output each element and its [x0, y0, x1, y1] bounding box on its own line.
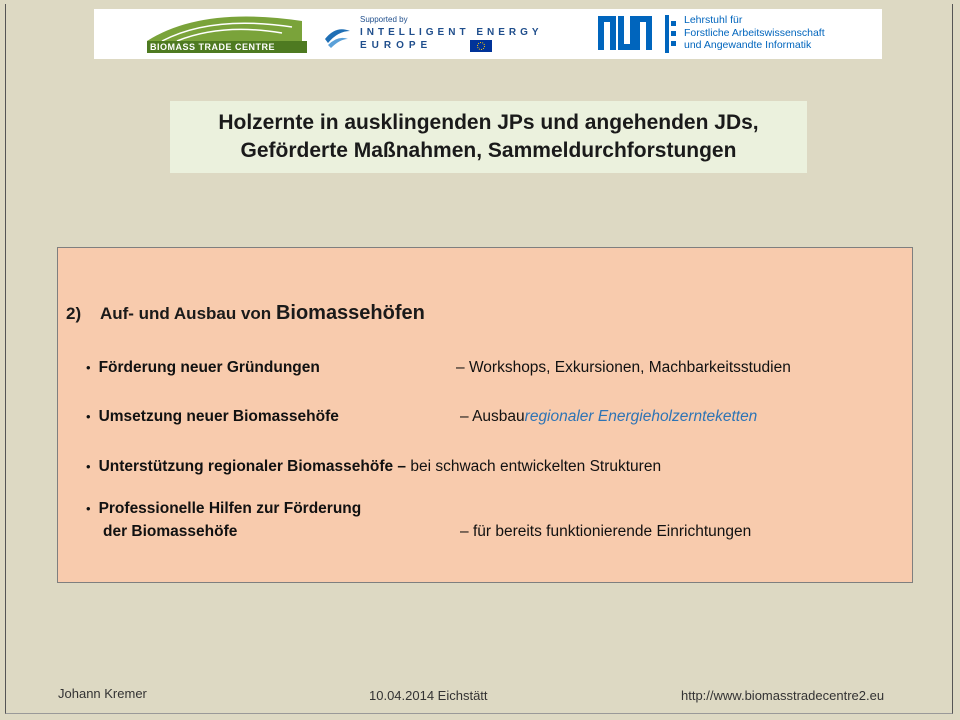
item-description: [456, 359, 791, 377]
chair-line1: Lehrstuhl für: [684, 14, 743, 26]
list-item: [86, 458, 661, 476]
slide-title: [170, 101, 807, 173]
iee-supported-text: Supported by: [360, 15, 408, 24]
item-desc: Workshops, Exkursionen, Machbarkeitsstudien: [468, 359, 791, 376]
bullet: •: [86, 459, 91, 474]
section-number: 2): [66, 304, 82, 323]
item-description: [460, 523, 751, 541]
tum-logo-graphic: [596, 14, 654, 52]
list-item-continued: [103, 523, 237, 541]
chair-line2: Forstliche Arbeitswissenschaft: [684, 26, 825, 39]
item-desc: für bereits funktionierende Einrichtungen: [472, 523, 752, 540]
item-label-line2: der Biomassehöfe: [103, 523, 238, 540]
list-item: [86, 408, 339, 426]
section-heading: [66, 302, 425, 325]
chair-line3: und Angewandte Informatik: [684, 39, 812, 51]
iee-logo: [322, 13, 582, 55]
item-dash: –: [397, 458, 407, 475]
footer-author: Johann Kremer: [58, 686, 147, 701]
eu-flag-icon: [470, 40, 492, 52]
chair-logo-mark-icon: [664, 15, 678, 53]
item-desc-highlight: regionaler Energieholzernteketten: [524, 408, 758, 425]
title-line-2: Geförderte Maßnahmen, Sammeldurchforstungen: [240, 139, 737, 162]
item-desc: Ausbau: [472, 408, 525, 425]
item-label: Unterstützung regionaler Biomassehöfe: [98, 458, 394, 475]
iee-swirl-icon: [322, 21, 352, 51]
item-desc: bei schwach entwickelten Strukturen: [410, 458, 662, 475]
logo-bar: [94, 9, 882, 59]
bullet: •: [86, 409, 91, 424]
tum-logo: [596, 14, 654, 52]
section-label: Auf- und Ausbau von: [99, 304, 272, 323]
item-label: Professionelle Hilfen zur Förderung: [98, 500, 362, 517]
list-item: [86, 359, 320, 377]
list-item: [86, 500, 361, 518]
btc-logo: [142, 11, 312, 57]
bullet: •: [86, 360, 91, 375]
btc-logo-text: BIOMASS TRADE CENTRE: [150, 42, 276, 52]
footer-date: 10.04.2014 Eichstätt: [369, 688, 488, 703]
item-dash: –: [460, 523, 469, 540]
title-line-1: Holzernte in ausklingenden JPs und angehenden JDs,: [218, 111, 759, 134]
item-dash: –: [456, 359, 465, 376]
footer-url[interactable]: http://www.biomasstradecentre2.eu: [681, 688, 885, 703]
section-label-emphasis: Biomassehöfen: [275, 302, 425, 324]
item-description: [460, 408, 757, 426]
bullet: •: [86, 501, 91, 516]
item-label: Umsetzung neuer Biomassehöfe: [98, 408, 339, 425]
item-label: Förderung neuer Gründungen: [98, 359, 320, 376]
iee-line1-text: INTELLIGENT ENERGY: [360, 27, 543, 38]
chair-logo: [664, 13, 879, 55]
iee-line2-text: EUROPE: [360, 40, 433, 51]
item-dash: –: [460, 408, 469, 425]
